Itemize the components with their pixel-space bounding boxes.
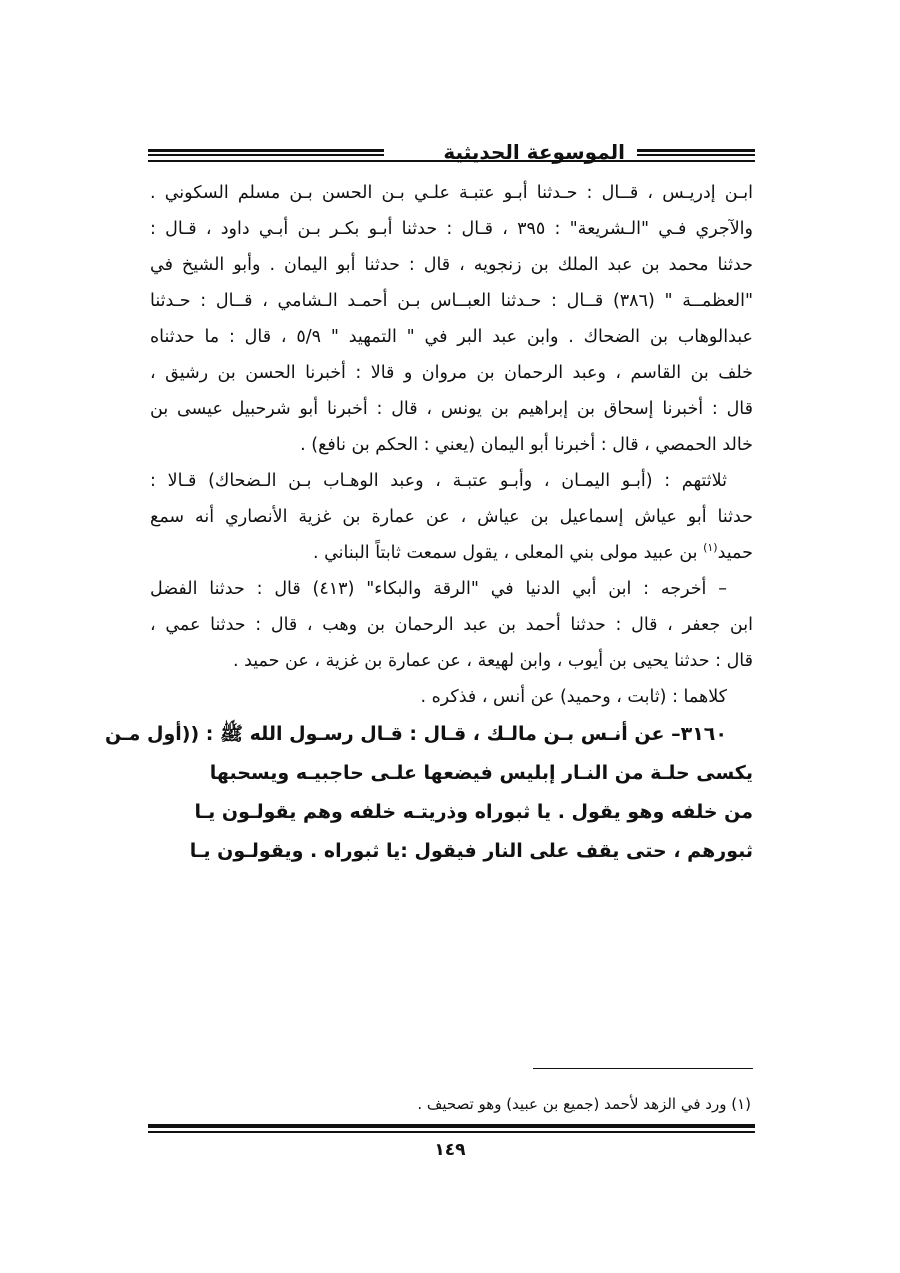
text-line-with-footnote — [150, 535, 753, 571]
text-fragment: بن عبيد مولى بني المعلى ، يقول سمعت ثابتاً البناني . — [312, 543, 704, 563]
hadith-text — [105, 715, 753, 871]
footnote-separator — [533, 1068, 753, 1069]
text-fragment: حميد — [717, 543, 753, 563]
text-line: والآجري فـي "الـشريعة" : ٣٩٥ ، قـال : حدثنا أبـو بكـر بـن أبـي داود ، قـال : — [150, 219, 753, 239]
text-line: حدثنا محمد بن عبد الملك بن زنجويه ، قال : حدثنا أبو اليمان . وأبو الشيخ في — [150, 255, 753, 275]
header-rule-right — [637, 149, 755, 152]
text-line: عبدالوهاب بن الضحاك . وابن عبد البر في " التمهيد " ٥/٩ ، قال : ما حدثناه — [150, 327, 754, 347]
text-line: قال : أخبرنا إسحاق بن إبراهيم بن يونس ، قال : أخبرنا أبو شرحبيل عيسى بن — [150, 399, 753, 419]
page-number: ١٤٩ — [434, 1140, 466, 1160]
hadith-line: من خلفه وهو يقول . يا ثبوراه وذريتـه خلفه وهم يقولـون يـا — [194, 801, 753, 823]
running-title: الموسوعة الحديثية — [443, 140, 625, 164]
text-line: حدثنا أبو عياش إسماعيل بن عياش ، عن عمارة بن غزية الأنصاري أنه سمع — [150, 507, 753, 527]
text-line: كلاهما : (ثابت ، وحميد) عن أنس ، فذكره . — [420, 687, 727, 707]
header-rule-left-thin — [148, 154, 384, 156]
hadith-line: ٣١٦٠– عن أنـس بـن مالـك ، قـال : قـال رسـول الله ﷺ : ((أول مـن — [105, 723, 727, 745]
text-line: – أخرجه : ابن أبي الدنيا في "الرقة والبكاء" (٤١٣) قال : حدثنا الفضل — [150, 579, 727, 599]
text-line: ابن جعفر ، قال : حدثنا أحمد بن عبد الرحمان بن وهب ، قال : حدثنا عمي ، — [150, 615, 753, 635]
header-rule-right-thin — [637, 154, 755, 156]
footer-rule-thick — [148, 1124, 755, 1128]
text-line: "العظمــة " (٣٨٦) قــال : حـدثنا العبــاس بـن أحمـد الـشامي ، قــال : حـدثنا — [150, 291, 754, 311]
page-header — [148, 137, 755, 175]
text-line: ثلاثتهم : (أبـو اليمـان ، وأبـو عتبـة ، وعبد الوهـاب بـن الـضحاك) قـالا : — [150, 471, 727, 491]
footnote: (١) ورد في الزهد لأحمد (جميع بن عبيد) وهو تصحيف . — [417, 1095, 751, 1113]
text-line: قال : حدثنا يحيى بن أيوب ، وابن لهيعة ، عن عمارة بن غزية ، عن حميد . — [232, 651, 753, 671]
text-line: خلف بن القاسم ، وعبد الرحمان بن مروان و قالا : أخبرنا الحسن بن رشيق ، — [150, 363, 753, 383]
hadith-line: يكسى حلـة من النـار إبليس فيضعها علـى حاجبيـه ويسحبها — [209, 762, 753, 784]
text-line: ابـن إدريـس ، قــال : حـدثنا أبـو عتبـة علـي بـن الحسن بـن مسلم السكوني . — [150, 183, 753, 203]
header-rule-left — [148, 149, 384, 152]
footnote-marker[interactable]: (١) — [703, 541, 718, 555]
footer-rule-thin — [148, 1131, 755, 1133]
text-line: خالد الحمصي ، قال : أخبرنا أبو اليمان (يعني : الحكم بن نافع) . — [300, 435, 753, 455]
main-text — [105, 175, 754, 871]
hadith-line: ثبورهم ، حتى يقف على النار فيقول :يا ثبوراه . ويقولـون يـا — [189, 840, 753, 862]
